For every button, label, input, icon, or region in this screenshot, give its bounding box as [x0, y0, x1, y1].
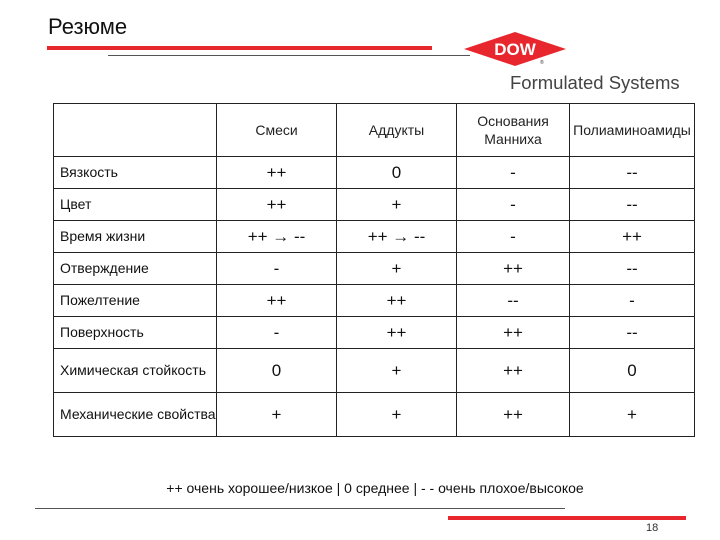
table-row	[54, 349, 695, 393]
table-cell: ++	[217, 285, 337, 317]
table-cell: -	[457, 157, 570, 189]
row-label: Время жизни	[54, 221, 217, 253]
table-cell: ++	[337, 317, 457, 349]
footer-accent-bar	[448, 516, 686, 520]
table-cell: ++	[217, 157, 337, 189]
table-row	[54, 317, 695, 349]
dow-logo-text: DOW	[494, 40, 536, 59]
table-cell: +	[337, 253, 457, 285]
table-cell: ++ → --	[337, 221, 457, 253]
table-row	[54, 157, 695, 189]
table-header-row	[54, 104, 695, 157]
title-divider	[108, 55, 470, 56]
comparison-table	[53, 103, 695, 437]
table-cell: +	[337, 393, 457, 437]
table-row	[54, 189, 695, 221]
slide-title: Резюме	[48, 14, 128, 39]
table-cell: --	[570, 253, 695, 285]
table-cell: +	[337, 189, 457, 221]
table-cell: ++	[457, 253, 570, 285]
title-underline-accent	[47, 46, 432, 50]
table-cell: --	[570, 317, 695, 349]
table-cell: -	[570, 285, 695, 317]
table-cell: ++	[337, 285, 457, 317]
table-row	[54, 393, 695, 437]
table-cell: --	[570, 189, 695, 221]
row-label: Поверхность	[54, 317, 217, 349]
table-cell: +	[570, 393, 695, 437]
table-cell: ++	[457, 393, 570, 437]
table-cell: 0	[337, 157, 457, 189]
table-cell: ++	[217, 189, 337, 221]
table-cell: 0	[570, 349, 695, 393]
table-cell: -	[457, 221, 570, 253]
table-corner-cell	[54, 104, 217, 157]
table-cell: ++ → --	[217, 221, 337, 253]
table-row	[54, 285, 695, 317]
registered-mark: ®	[540, 60, 544, 66]
table-row	[54, 221, 695, 253]
row-label: Химическая стойкость	[54, 349, 217, 393]
footer-divider	[35, 508, 565, 509]
legend-text: ++ очень хорошее/низкое | 0 среднее | - - очень плохое/высокое	[166, 480, 584, 496]
row-label: Цвет	[54, 189, 217, 221]
table-cell: ++	[457, 317, 570, 349]
table-row	[54, 253, 695, 285]
row-label: Отверждение	[54, 253, 217, 285]
column-header: Полиаминоамиды	[570, 104, 695, 157]
column-header: Смеси	[217, 104, 337, 157]
row-label: Вязкость	[54, 157, 217, 189]
table-cell: --	[457, 285, 570, 317]
row-label: Механические свойства	[54, 393, 217, 437]
table-cell: 0	[217, 349, 337, 393]
dow-logo	[462, 31, 568, 67]
table-cell: ++	[570, 221, 695, 253]
column-header: Аддукты	[337, 104, 457, 157]
table-cell: +	[217, 393, 337, 437]
brand-subtitle: Formulated Systems	[510, 72, 680, 93]
table-cell: +	[337, 349, 457, 393]
table-cell: -	[217, 253, 337, 285]
table-cell: --	[570, 157, 695, 189]
row-label: Пожелтение	[54, 285, 217, 317]
table-cell: ++	[457, 349, 570, 393]
column-header: Основания Манниха	[457, 104, 570, 157]
page-number: 18	[646, 522, 659, 534]
table-cell: -	[457, 189, 570, 221]
table-cell: -	[217, 317, 337, 349]
